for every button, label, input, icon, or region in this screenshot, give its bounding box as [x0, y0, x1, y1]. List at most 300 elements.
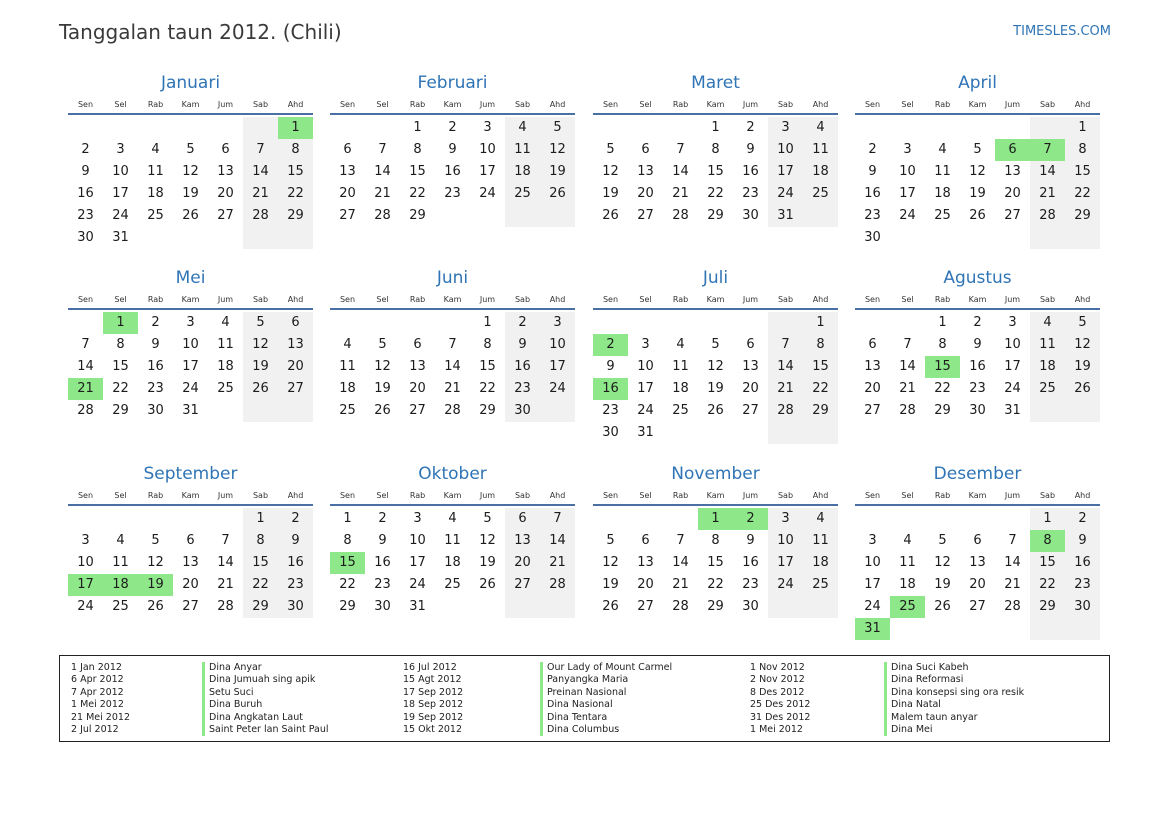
day-cell: 26	[540, 183, 575, 205]
day-cell: 2	[505, 312, 540, 334]
empty-day-cell	[1065, 227, 1100, 249]
holiday-date: 15 Okt 2012	[403, 724, 463, 736]
day-cell: 19	[602, 577, 619, 592]
day-cell: 24	[540, 378, 575, 400]
day-cell: 30	[742, 599, 759, 614]
empty-day-cell	[208, 400, 243, 422]
day-cell: 31	[409, 599, 426, 614]
empty-day-cell	[243, 117, 278, 139]
day-cell: 8	[343, 533, 352, 548]
day-cell: 27	[217, 208, 234, 223]
day-cell: 8	[243, 530, 278, 552]
day-cell: 24	[637, 403, 654, 418]
day-cell: 29	[112, 403, 129, 418]
month-agustus	[855, 267, 1100, 422]
day-cell: 10	[182, 337, 199, 352]
empty-day-cell	[995, 618, 1030, 640]
day-cell: 15	[409, 164, 426, 179]
day-cell: 29	[479, 403, 496, 418]
weekday-label: Sel	[114, 295, 127, 304]
day-cell: 15	[479, 359, 496, 374]
day-cell: 6	[278, 312, 313, 334]
day-cell: 13	[1004, 164, 1021, 179]
holiday-date: 21 Mei 2012	[71, 711, 130, 723]
weekday-label: Sel	[901, 100, 914, 109]
weekday-header	[593, 98, 838, 111]
day-cell: 27	[969, 599, 986, 614]
header-rule	[68, 308, 313, 310]
holiday-date: 16 Jul 2012	[403, 662, 457, 673]
day-cell: 7	[448, 337, 457, 352]
day-cell: 2	[151, 315, 160, 330]
day-cell: 14	[243, 161, 278, 183]
day-cell: 30	[602, 425, 619, 440]
weekday-header	[855, 293, 1100, 306]
day-cell: 23	[505, 378, 540, 400]
day-cell: 13	[409, 359, 426, 374]
day-cell: 31	[182, 403, 199, 418]
weekday-label: Jum	[479, 491, 496, 500]
day-cell: 19	[540, 161, 575, 183]
empty-day-cell	[628, 508, 663, 530]
holiday-name: Dina Anyar	[202, 662, 329, 674]
weekday-label: Rab	[147, 491, 164, 500]
day-cell: 26	[147, 599, 164, 614]
weekday-label: Ahd	[812, 295, 829, 304]
day-cell: 15	[243, 552, 278, 574]
day-cell: 24	[899, 208, 916, 223]
day-cell: 29	[1030, 596, 1065, 618]
day-cell: 22	[707, 577, 724, 592]
day-cell: 13	[969, 555, 986, 570]
month-name: Januari	[160, 73, 221, 93]
day-cell: 8	[1065, 139, 1100, 161]
month-juli	[593, 267, 838, 444]
day-cell: 4	[505, 117, 540, 139]
day-cell: 17	[540, 356, 575, 378]
month-februari	[330, 72, 575, 227]
day-cell: 22	[707, 186, 724, 201]
day-grid	[593, 508, 838, 618]
holiday-date: 18 Sep 2012	[403, 699, 464, 711]
empty-day-cell	[68, 312, 103, 334]
empty-day-cell	[995, 227, 1030, 249]
day-cell: 7	[81, 337, 90, 352]
day-cell: 12	[1065, 334, 1100, 356]
day-cell: 5	[711, 337, 720, 352]
day-cell: 26	[969, 208, 986, 223]
weekday-label: Kam	[443, 295, 462, 304]
day-cell: 22	[803, 378, 838, 400]
holiday-day-cell: 16	[593, 378, 628, 400]
day-cell: 11	[672, 359, 689, 374]
day-cell: 3	[540, 312, 575, 334]
day-cell: 3	[413, 511, 422, 526]
day-cell: 7	[378, 142, 387, 157]
day-cell: 17	[768, 161, 803, 183]
day-cell: 30	[969, 403, 986, 418]
day-cell: 9	[868, 164, 877, 179]
empty-day-cell	[365, 117, 400, 139]
month-mei	[68, 267, 313, 422]
site-link[interactable]: TIMESLES.COM	[1013, 24, 1111, 39]
weekday-label: Rab	[147, 295, 164, 304]
weekday-label: Jum	[1004, 100, 1021, 109]
day-cell: 2	[448, 120, 457, 135]
day-cell: 10	[409, 533, 426, 548]
weekday-label: Sab	[1039, 295, 1056, 304]
day-cell: 20	[742, 381, 759, 396]
empty-day-cell	[330, 117, 365, 139]
day-cell: 7	[221, 533, 230, 548]
day-cell: 25	[803, 183, 838, 205]
day-cell: 27	[182, 599, 199, 614]
month-juni	[330, 267, 575, 422]
day-cell: 24	[768, 574, 803, 596]
header-rule	[855, 113, 1100, 115]
day-cell: 3	[903, 142, 912, 157]
day-cell: 12	[602, 555, 619, 570]
day-cell: 8	[938, 337, 947, 352]
weekday-header	[330, 293, 575, 306]
day-cell: 13	[278, 334, 313, 356]
empty-day-cell	[208, 227, 243, 249]
day-cell: 22	[409, 186, 426, 201]
day-cell: 29	[409, 208, 426, 223]
day-cell: 25	[934, 208, 951, 223]
day-cell: 2	[1065, 508, 1100, 530]
month-september	[68, 463, 313, 618]
day-cell: 29	[934, 403, 951, 418]
day-cell: 18	[803, 161, 838, 183]
holiday-day-cell: 19	[138, 574, 173, 596]
day-cell: 19	[602, 186, 619, 201]
weekday-label: Sab	[777, 295, 794, 304]
day-cell: 4	[116, 533, 125, 548]
month-name: Juli	[702, 268, 729, 288]
day-cell: 28	[374, 208, 391, 223]
day-cell: 23	[864, 208, 881, 223]
weekday-label: Sel	[376, 491, 389, 500]
weekday-header	[855, 489, 1100, 502]
weekday-header	[330, 98, 575, 111]
day-cell: 3	[186, 315, 195, 330]
day-cell: 29	[278, 205, 313, 227]
day-cell: 21	[768, 378, 803, 400]
day-cell: 4	[1030, 312, 1065, 334]
day-cell: 10	[540, 334, 575, 356]
day-cell: 23	[742, 186, 759, 201]
day-cell: 9	[973, 337, 982, 352]
empty-day-cell	[803, 422, 838, 444]
holiday-name: Dina Suci Kabeh	[884, 662, 1024, 674]
day-cell: 23	[969, 381, 986, 396]
empty-day-cell	[960, 227, 995, 249]
day-cell: 5	[938, 533, 947, 548]
holiday-day-cell: 15	[330, 552, 365, 574]
day-cell: 8	[278, 139, 313, 161]
day-cell: 20	[278, 356, 313, 378]
day-cell: 3	[768, 117, 803, 139]
day-cell: 25	[217, 381, 234, 396]
day-cell: 26	[479, 577, 496, 592]
day-cell: 31	[112, 230, 129, 245]
empty-day-cell	[698, 422, 733, 444]
empty-day-cell	[1030, 400, 1065, 422]
day-cell: 20	[1004, 186, 1021, 201]
empty-day-cell	[855, 508, 890, 530]
day-cell: 18	[1030, 356, 1065, 378]
day-cell: 15	[803, 356, 838, 378]
empty-day-cell	[505, 596, 540, 618]
weekday-label: Ahd	[812, 491, 829, 500]
day-cell: 8	[711, 533, 720, 548]
weekday-label: Jum	[742, 295, 759, 304]
day-cell: 17	[899, 186, 916, 201]
day-cell: 16	[444, 164, 461, 179]
empty-day-cell	[330, 312, 365, 334]
day-cell: 1	[711, 120, 720, 135]
empty-day-cell	[733, 312, 768, 334]
day-cell: 9	[81, 164, 90, 179]
holiday-date: 1 Nov 2012	[750, 662, 805, 673]
holiday-name: Setu Suci	[202, 687, 329, 699]
day-cell: 2	[278, 508, 313, 530]
day-cell: 13	[637, 164, 654, 179]
empty-day-cell	[995, 508, 1030, 530]
day-cell: 30	[864, 230, 881, 245]
empty-day-cell	[365, 312, 400, 334]
day-cell: 17	[112, 186, 129, 201]
day-cell: 11	[803, 530, 838, 552]
day-cell: 25	[803, 574, 838, 596]
day-cell: 14	[768, 356, 803, 378]
empty-day-cell	[138, 117, 173, 139]
holiday-dates-column	[71, 662, 130, 736]
day-cell: 3	[1008, 315, 1017, 330]
day-cell: 29	[803, 400, 838, 422]
holiday-date: 1 Jan 2012	[71, 662, 122, 673]
day-cell: 24	[479, 186, 496, 201]
day-cell: 9	[505, 334, 540, 356]
empty-day-cell	[925, 508, 960, 530]
day-cell: 30	[278, 596, 313, 618]
holiday-day-cell: 8	[1030, 530, 1065, 552]
day-cell: 9	[151, 337, 160, 352]
day-cell: 28	[243, 205, 278, 227]
weekday-label: Sab	[252, 100, 269, 109]
empty-day-cell	[435, 312, 470, 334]
month-name: Maret	[691, 73, 740, 93]
empty-day-cell	[593, 508, 628, 530]
holiday-dates-column	[403, 662, 463, 736]
day-cell: 24	[1004, 381, 1021, 396]
empty-day-cell	[925, 117, 960, 139]
day-cell: 21	[374, 186, 391, 201]
holiday-date: 7 Apr 2012	[71, 686, 124, 698]
empty-day-cell	[803, 205, 838, 227]
empty-day-cell	[768, 312, 803, 334]
day-cell: 28	[1004, 599, 1021, 614]
weekday-label: Sen	[339, 100, 356, 109]
day-cell: 21	[899, 381, 916, 396]
empty-day-cell	[593, 117, 628, 139]
day-cell: 26	[1065, 378, 1100, 400]
empty-day-cell	[663, 312, 698, 334]
weekday-label: Sen	[864, 491, 881, 500]
day-cell: 10	[112, 164, 129, 179]
day-cell: 5	[186, 142, 195, 157]
empty-day-cell	[103, 117, 138, 139]
weekday-label: Sen	[339, 491, 356, 500]
weekday-label: Jum	[479, 295, 496, 304]
day-grid	[68, 312, 313, 422]
day-cell: 28	[768, 400, 803, 422]
day-cell: 16	[505, 356, 540, 378]
weekday-label: Jum	[479, 100, 496, 109]
day-cell: 1	[243, 508, 278, 530]
day-cell: 2	[746, 120, 755, 135]
day-cell: 19	[934, 577, 951, 592]
weekday-header	[68, 489, 313, 502]
day-cell: 1	[343, 511, 352, 526]
day-cell: 4	[448, 511, 457, 526]
day-cell: 20	[182, 577, 199, 592]
weekday-header	[68, 293, 313, 306]
day-cell: 29	[339, 599, 356, 614]
header-rule	[330, 504, 575, 506]
day-cell: 30	[147, 403, 164, 418]
day-cell: 8	[413, 142, 422, 157]
day-cell: 15	[112, 359, 129, 374]
weekday-label: Rab	[409, 100, 426, 109]
holiday-name: Dina Natal	[884, 699, 1024, 711]
day-cell: 21	[1030, 183, 1065, 205]
header-rule	[330, 308, 575, 310]
day-cell: 4	[938, 142, 947, 157]
day-cell: 30	[374, 599, 391, 614]
weekday-label: Sen	[77, 491, 94, 500]
day-cell: 12	[934, 555, 951, 570]
day-cell: 12	[479, 533, 496, 548]
day-cell: 15	[1030, 552, 1065, 574]
empty-day-cell	[470, 205, 505, 227]
header-rule	[593, 113, 838, 115]
weekday-label: Rab	[147, 100, 164, 109]
day-cell: 16	[77, 186, 94, 201]
day-cell: 18	[899, 577, 916, 592]
day-cell: 16	[864, 186, 881, 201]
day-cell: 17	[409, 555, 426, 570]
day-cell: 29	[707, 208, 724, 223]
day-cell: 14	[444, 359, 461, 374]
day-cell: 28	[217, 599, 234, 614]
holiday-day-cell: 1	[103, 312, 138, 334]
day-cell: 31	[1004, 403, 1021, 418]
day-cell: 27	[1004, 208, 1021, 223]
day-cell: 3	[768, 508, 803, 530]
holiday-name: Dina Mei	[884, 724, 1024, 736]
weekday-label: Jum	[1004, 295, 1021, 304]
empty-day-cell	[960, 508, 995, 530]
day-cell: 20	[637, 186, 654, 201]
weekday-label: Sel	[901, 295, 914, 304]
day-cell: 18	[672, 381, 689, 396]
weekday-label: Rab	[409, 491, 426, 500]
day-cell: 11	[934, 164, 951, 179]
day-cell: 11	[217, 337, 234, 352]
day-cell: 4	[221, 315, 230, 330]
month-name: Oktober	[418, 464, 487, 484]
day-cell: 21	[243, 183, 278, 205]
empty-day-cell	[278, 400, 313, 422]
day-cell: 12	[147, 555, 164, 570]
day-cell: 23	[602, 403, 619, 418]
empty-day-cell	[1030, 227, 1065, 249]
weekday-label: Jum	[217, 100, 234, 109]
day-cell: 7	[768, 334, 803, 356]
weekday-label: Kam	[181, 100, 200, 109]
weekday-label: Ahd	[1074, 295, 1091, 304]
weekday-label: Ahd	[812, 100, 829, 109]
day-cell: 6	[641, 533, 650, 548]
day-cell: 4	[151, 142, 160, 157]
empty-day-cell	[663, 117, 698, 139]
day-cell: 7	[243, 139, 278, 161]
header-rule	[855, 504, 1100, 506]
holiday-date: 2 Jul 2012	[71, 724, 119, 736]
weekday-label: Sab	[252, 491, 269, 500]
empty-day-cell	[173, 508, 208, 530]
day-cell: 6	[343, 142, 352, 157]
weekday-label: Rab	[934, 100, 951, 109]
day-cell: 18	[444, 555, 461, 570]
month-name: September	[143, 464, 238, 484]
day-cell: 20	[409, 381, 426, 396]
day-cell: 10	[77, 555, 94, 570]
header-rule	[68, 113, 313, 115]
day-cell: 25	[672, 403, 689, 418]
day-cell: 22	[479, 381, 496, 396]
empty-day-cell	[208, 117, 243, 139]
day-cell: 18	[147, 186, 164, 201]
weekday-label: Kam	[968, 491, 987, 500]
empty-day-cell	[890, 227, 925, 249]
day-cell: 20	[969, 577, 986, 592]
day-cell: 4	[803, 508, 838, 530]
day-cell: 9	[606, 359, 615, 374]
empty-day-cell	[103, 508, 138, 530]
day-cell: 27	[864, 403, 881, 418]
day-cell: 13	[217, 164, 234, 179]
day-cell: 14	[77, 359, 94, 374]
day-cell: 1	[938, 315, 947, 330]
day-cell: 2	[868, 142, 877, 157]
holiday-date: 1 Mei 2012	[71, 699, 124, 711]
day-cell: 13	[182, 555, 199, 570]
day-cell: 16	[1065, 552, 1100, 574]
weekday-label: Kam	[706, 295, 725, 304]
empty-day-cell	[173, 227, 208, 249]
day-cell: 23	[278, 574, 313, 596]
day-cell: 19	[479, 555, 496, 570]
day-cell: 26	[182, 208, 199, 223]
day-cell: 28	[444, 403, 461, 418]
day-cell: 8	[116, 337, 125, 352]
weekday-label: Sab	[514, 295, 531, 304]
weekday-label: Kam	[443, 491, 462, 500]
empty-day-cell	[890, 117, 925, 139]
